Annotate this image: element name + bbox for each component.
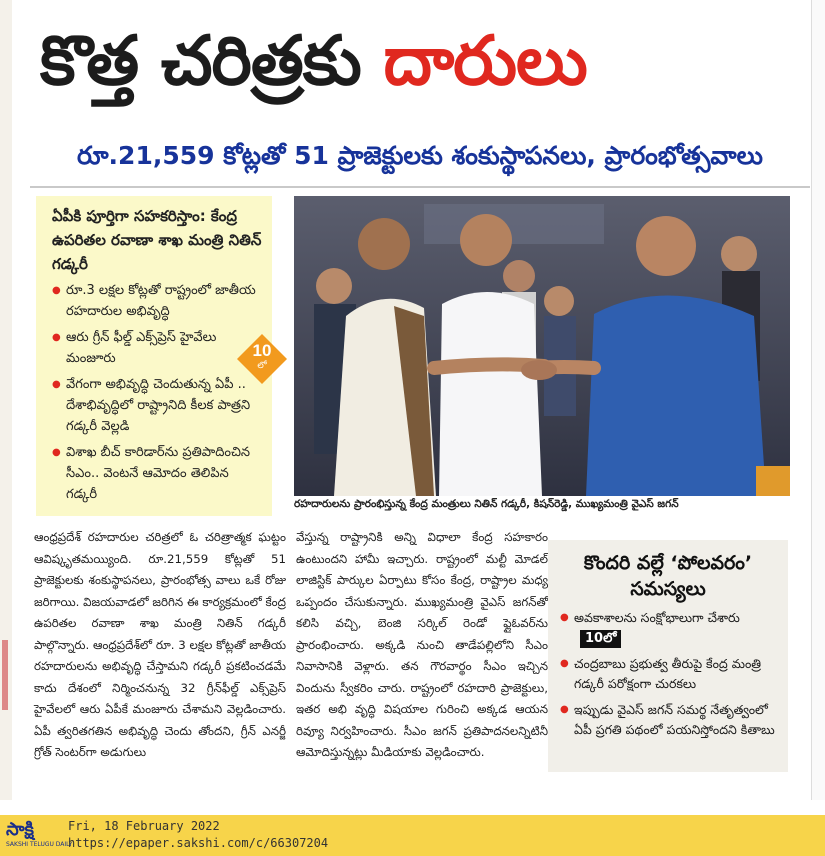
side-story-title: కొందరి వల్లే ‘పోలవరం’ సమస్యలు (583, 552, 753, 600)
highlight-list (52, 280, 262, 505)
logo-tagline: SAKSHI TELUGU DAILY (6, 841, 73, 848)
badge-suffix: లో (257, 361, 267, 371)
footer-bar (0, 815, 825, 856)
highlight-item: ● ఆరు గ్రీన్ ఫీల్డ్ ఎక్స్‌ప్రెస్ హైవేలు మంజూరు (52, 327, 262, 369)
page-ref-badge (236, 333, 288, 385)
side-story-item: ● ఇప్పుడు వైఎస్ జగన్ సమర్థ నేతృత్వంలో ఏపీ ప్రగతి పథంలో పయనిస్తోందని కితాబు (560, 700, 776, 740)
page-margin (0, 0, 12, 800)
edition-date: Fri, 18 February 2022 (68, 819, 220, 833)
badge-number: 10 (252, 341, 272, 360)
side-story-item (560, 608, 776, 648)
side-story-list (560, 608, 776, 740)
highlight-item: ● వేగంగా అభివృద్ధి చెందుతున్న ఏపీ .. దేశాభివృద్ధిలో రాష్ట్రానిది కీలక పాత్రని గడ్కరీ వెల్లడి (52, 374, 262, 437)
highlight-item: ● రూ.3 లక్షల కోట్లతో రాష్ట్రంలో జాతీయ రహదారుల అభివృద్ధి (52, 280, 262, 322)
highlight-box-title: ఏపీకి పూర్తిగా సహకరిస్తాం: కేంద్ర ఉపరితల రవాణా శాఖ మంత్రి నితిన్ గడ్కరీ (52, 207, 262, 273)
headline-part-1: కొత్త చరిత్రకు (40, 22, 384, 101)
page-edge (811, 0, 825, 800)
leaders-handshake-photo-icon (294, 196, 790, 496)
subheadline: రూ.21,559 కోట్లతో 51 ప్రాజెక్టులకు శంకుస్థాపనలు, ప్రారంభోత్సవాలు (77, 141, 763, 170)
page-ref-tag: 10లో (580, 630, 621, 648)
highlight-item: ● విశాఖ బీచ్ కారిడార్‌ను ప్రతిపాదించిన సీఎం.. వెంటనే ఆమోదం తెలిపిన గడ్కరీ (52, 442, 262, 505)
headline-part-2: దారులు (383, 22, 587, 101)
news-photo (294, 196, 790, 496)
photo-caption: రహదారులను ప్రారంభిస్తున్న కేంద్ర మంత్రులు నితిన్ గడ్కరీ, కిషన్‌రెడ్డి, ముఖ్యమంత్రి వైఎస్ జగన్ (294, 498, 679, 510)
divider (30, 186, 810, 188)
margin-ad-strip (2, 640, 8, 710)
side-story-item: ● చంద్రబాబు ప్రభుత్వ తీరుపై కేంద్ర మంత్రి గడ్కరీ పరోక్షంగా చురకలు (560, 654, 776, 694)
article-column-1: ఆంధ్రప్రదేశ్ రహదారుల చరిత్రలో ఓ చరిత్రాత్మక ఘట్టం ఆవిష్కృతమయ్యింది. రూ.21,559 కోట్లతో 51 ప్రాజెక్టులకు శంకుస్థాపనలు, ప్రారంభోత్స వాలు ఒకే రోజు జరిగాయి. విజయవాడలో జరిగిన ఈ కార్యక్రమంలో కేంద్ర ఉపరితల రవాణా శాఖ మంత్రి నితిన్ గడ్కరీ పాల్గొన్నారు. ఆంధ్రప్రదేశ్‌లో రూ. 3 లక్షల కోట్లతో జాతీయ రహదారులను అభివృద్ధి చేస్తామని గడ్కరీ ప్రకటించడమే కాదు దేశంలో నిర్మించనున్న 32 గ్రీన్‌ఫీల్డ్ ఎక్స్‌ప్రెస్ హైవేలలో ఆరు ఏపీకే మంజూరు చేశామని వెల్లడించారు. ఏపీ త్వరితగతిన అభివృద్ధి చెందు తోందని, గ్రీన్ ఎనర్జీ గ్రోత్ సెంటర్‌గా అడుగులు (34, 530, 286, 759)
epaper-link[interactable]: https://epaper.sakshi.com/c/66307204 (68, 836, 329, 850)
logo-name: సాక్షి (6, 819, 34, 840)
side-story-text: అవకాశాలను సంక్షోభాలుగా చేశారు (574, 610, 740, 625)
side-story-box (548, 540, 788, 772)
main-headline (40, 12, 790, 112)
sakshi-logo[interactable] (6, 819, 73, 853)
article-column-2: వేస్తున్న రాష్ట్రానికి అన్ని విధాలా కేంద్ర సహకారం ఉంటుందని హామీ ఇచ్చారు. రాష్ట్రంలో మల్టీ మోడల్ లాజిస్టిక్ పార్కుల ఏర్పాటు కోసం కేంద్ర, రాష్ట్రాల మధ్య ఒప్పందం చేసుకున్నారు. ముఖ్యమంత్రి వైఎస్ జగన్‌తో కలిసి వచ్చి, బెంజి సర్కిల్ రెండో ఫ్లైఓవర్‌ను ప్రారంభించారు. అక్కడి నుంచి తాడేపల్లిలోని సీఎం నివాసానికి వెళ్లారు. తన గౌరవార్థం సీఎం ఇచ్చిన విందును స్వీకరిం చారు. రాష్ట్రంలో రహదారి ప్రాజెక్టులు, ఇతర అభి వృద్ధి విషయాల గురించి అక్కడ ఆయన రివ్యూ నిర్వహించారు. సీఎం జగన్ ప్రతిపాదనలన్నిటినీ ఆమోదిస్తున్నట్లు మీడియాకు వెల్లడించారు. (296, 530, 548, 759)
